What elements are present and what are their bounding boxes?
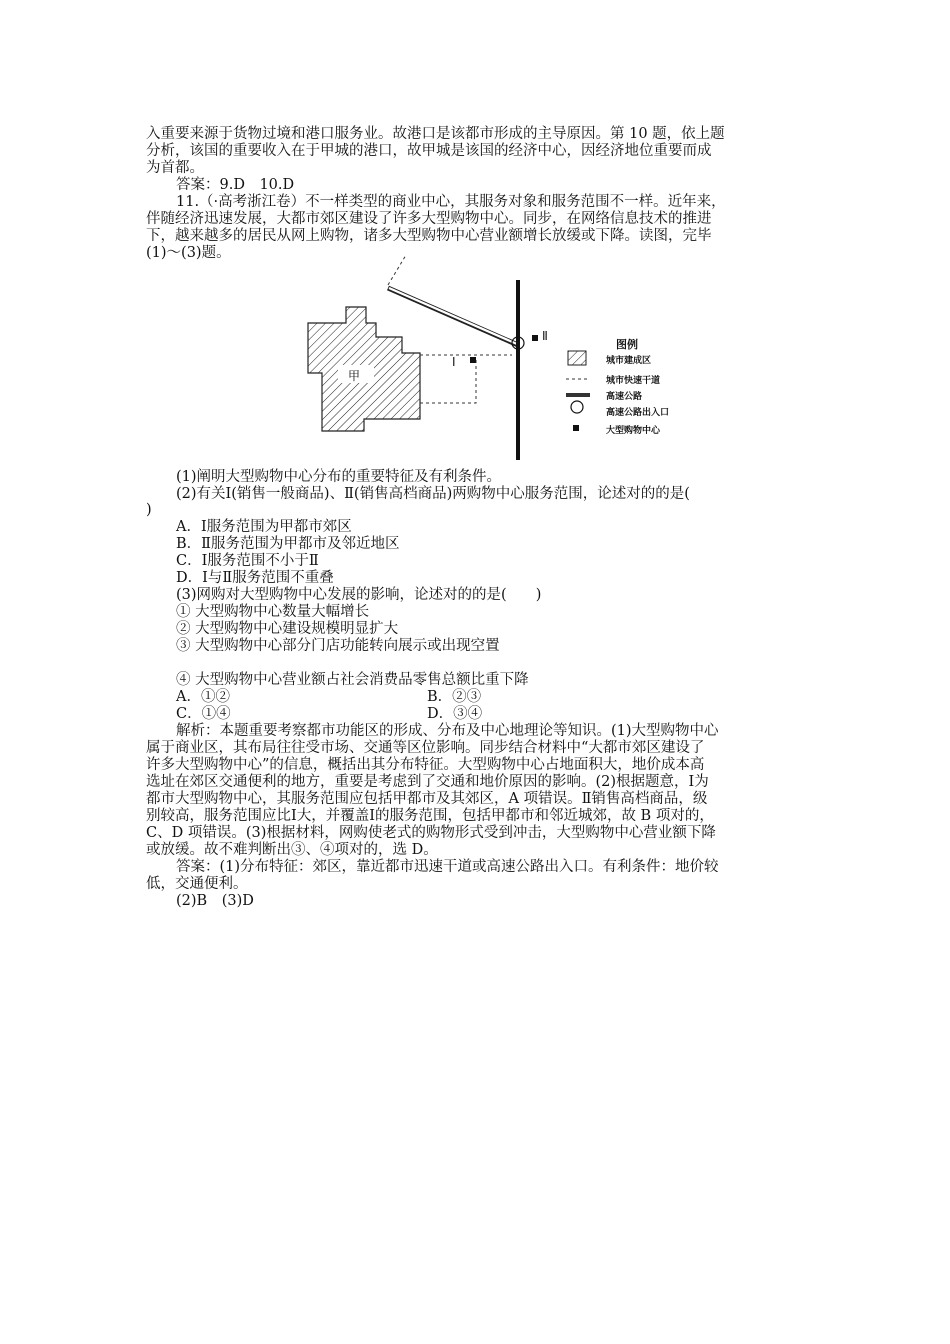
option-line: C．①④ — [176, 706, 231, 722]
question-line: 伴随经济迅速发展，大都市郊区建设了许多大型购物中心。同步，在网络信息技术的推进 — [146, 211, 712, 227]
statement-line: ① 大型购物中心数量大幅增长 — [176, 604, 370, 620]
answer-line: (2)B (3)D — [176, 893, 254, 909]
mall-2-label: Ⅱ — [542, 329, 548, 343]
option-line: D．Ⅰ与Ⅱ服务范围不重叠 — [176, 570, 334, 586]
option-line: A．①② — [176, 689, 230, 705]
analysis-line: 或放缓。故不难判断出③、④项对的，选 D。 — [146, 842, 438, 858]
answer-line: 答案：(1)分布特征：郊区，靠近都市迅速干道或高速公路出入口。有利条件：地价较 — [176, 859, 719, 875]
answer-line: 答案：9.D 10.D — [176, 177, 295, 193]
analysis-line: 属于商业区，其布局往往受市场、交通等区位影响。同步结合材料中“大都市郊区建设了 — [146, 740, 705, 756]
answer-line: 低，交通便利。 — [146, 876, 248, 892]
subquestion-line: (3)网购对大型购物中心发展的影响，论述对的的是( ) — [176, 587, 542, 603]
legend-label: 高速公路 — [606, 392, 643, 402]
subquestion-line: (2)有关Ⅰ(销售一般商品)、Ⅱ(销售高档商品)两购物中心服务范围，论述对的的是( — [176, 486, 690, 502]
analysis-line: 别较高，服务范围应比Ⅰ大，并覆盖Ⅰ的服务范围，包括甲都市和邻近城郊，故 B 项对的， — [146, 808, 714, 824]
option-line: A．Ⅰ服务范围为甲都市郊区 — [176, 519, 352, 535]
analysis-line: 解析：本题重要考察都市功能区的形成、分布及中心地理论等知识。(1)大型购物中心 — [176, 723, 719, 739]
city-label: 甲 — [348, 369, 361, 383]
statement-line: ④ 大型购物中心营业额占社会消费品零售总额比重下降 — [176, 672, 529, 688]
legend-label: 大型购物中心 — [606, 426, 661, 436]
subquestion-line: ) — [146, 502, 152, 518]
legend-filled-square — [573, 425, 579, 431]
paragraph-line: 分析，该国的重要收入在于甲城的港口，故甲城是该国的经济中心，因经济地位重要而成 — [146, 143, 712, 159]
mall-2-marker — [532, 335, 538, 341]
analysis-line: 选址在郊区交通便利的地方，重要是考虑到了交通和地价原因的影响。(2)根据题意，Ⅰ为 — [146, 774, 709, 790]
legend-label: 城市建成区 — [606, 356, 652, 366]
analysis-line: C、D 项错误。(3)根据材料，网购使老式的购物形式受到冲击，大型购物中心营业额下降 — [146, 825, 716, 841]
analysis-line: 许多大型购物中心”的信息，概括出其分布特征。大型购物中心占地面积大，地价成本高 — [146, 757, 705, 773]
expressway — [388, 255, 406, 285]
legend-label: 高速公路出入口 — [606, 408, 670, 418]
subquestion-line: (1)阐明大型购物中心分布的重要特征及有利条件。 — [176, 469, 502, 485]
option-line: B．Ⅱ服务范围为甲都市及邻近地区 — [176, 536, 400, 552]
option-line: D．③④ — [427, 706, 483, 722]
map-figure — [300, 255, 690, 465]
analysis-line: 都市大型购物中心，其服务范围应包括甲都市及其郊区，A 项错误。Ⅱ销售高档商品，级 — [146, 791, 708, 807]
question-line: 11.（·高考浙江卷）不一样类型的商业中心，其服务对象和服务范围不一样。近年来， — [176, 194, 726, 210]
legend-hatched-area — [568, 351, 586, 365]
statement-line: ② 大型购物中心建设规模明显扩大 — [176, 621, 399, 637]
paragraph-line: 入重要来源于货物过境和港口服务业。故港口是该都市形成的主导原因。第 10 题，依上题 — [146, 126, 725, 142]
question-line: (1)～(3)题。 — [146, 245, 231, 261]
option-line: B．②③ — [427, 689, 482, 705]
mall-1-marker — [470, 357, 476, 363]
legend-title: 图例 — [616, 338, 638, 351]
mall-1-label: Ⅰ — [452, 355, 456, 369]
legend-label: 城市快速干道 — [606, 376, 661, 386]
option-line: C．Ⅰ服务范围不小于Ⅱ — [176, 553, 319, 569]
statement-line: ③ 大型购物中心部分门店功能转向展示或出现空置 — [176, 638, 500, 654]
paragraph-line: 为首都。 — [146, 160, 204, 176]
expressway — [420, 357, 476, 403]
question-line: 下，越来越多的居民从网上购物，诸多大型购物中心营业额增长放缓或下降。读图，完毕 — [146, 228, 712, 244]
legend-circle — [571, 401, 583, 413]
